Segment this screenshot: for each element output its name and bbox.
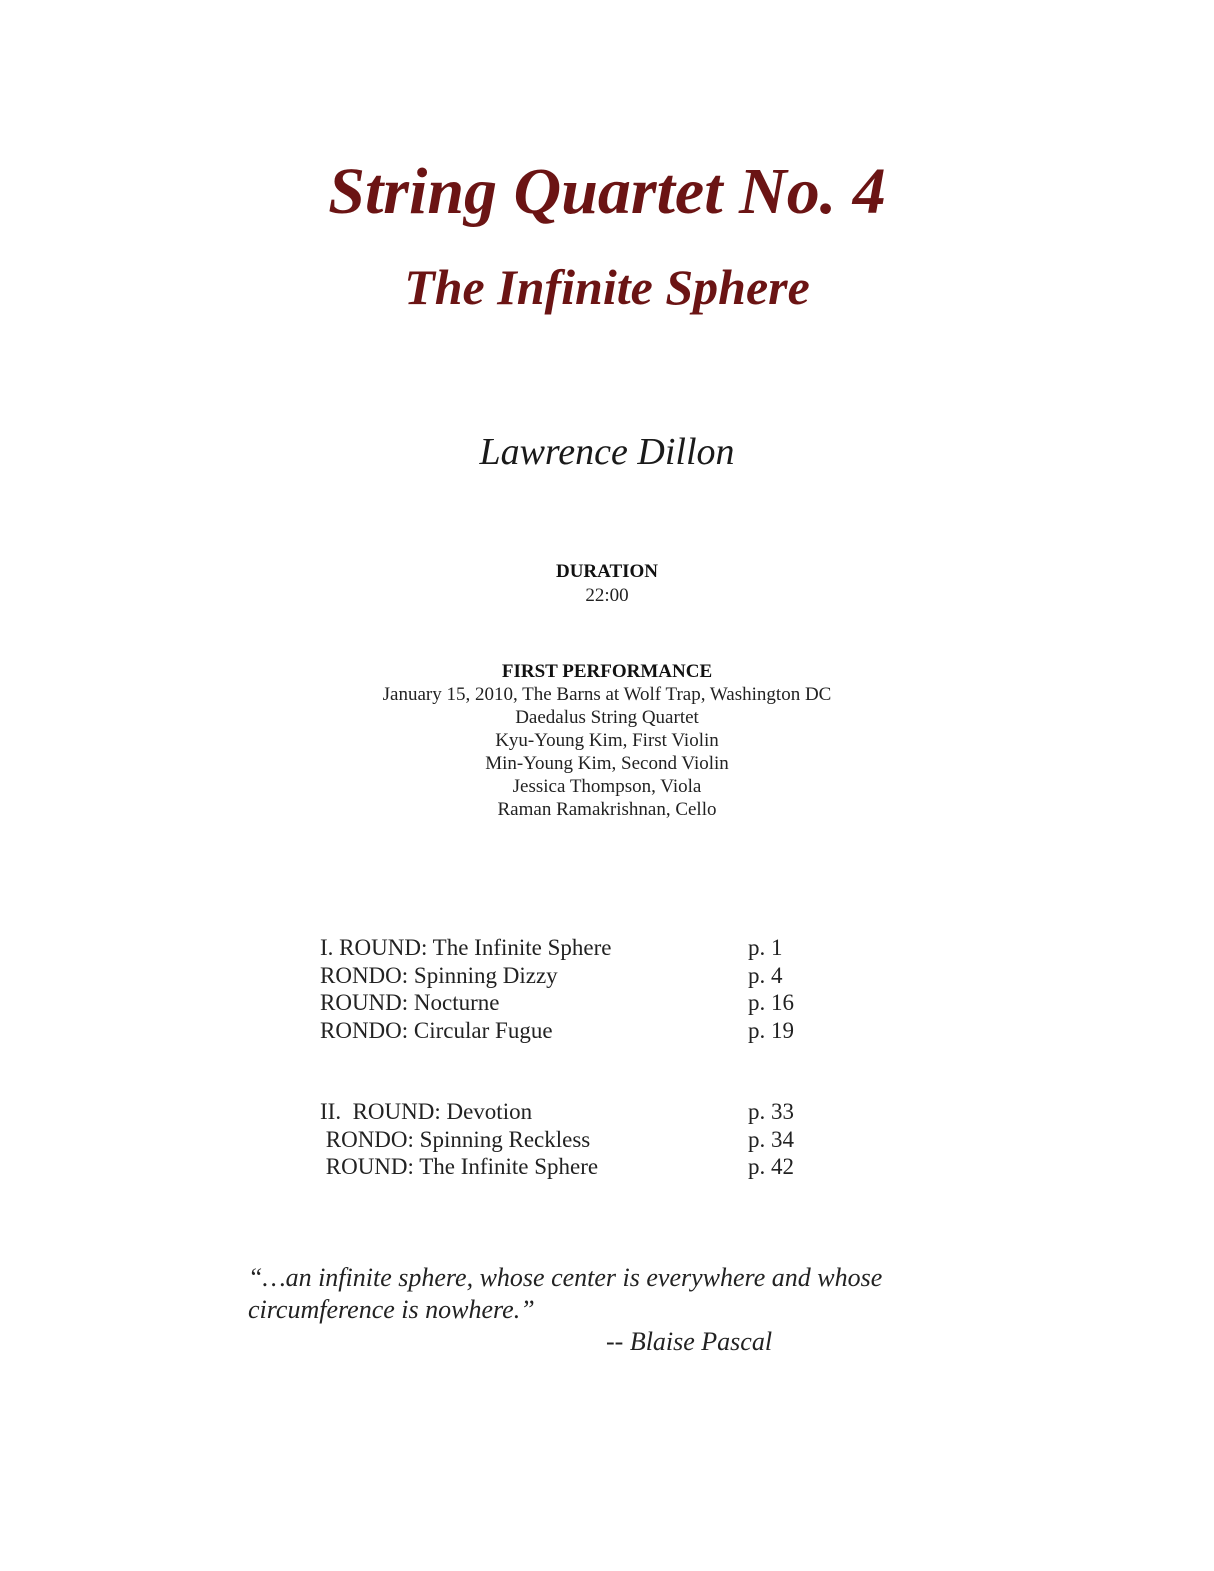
toc-entry [320, 1153, 840, 1181]
epigraph-quote [248, 1262, 968, 1326]
performer-first-violin: Kyu-Young Kim, First Violin [495, 730, 719, 751]
toc-entry-title: ROUND: The Infinite Sphere [320, 1154, 599, 1179]
performance-venue: January 15, 2010, The Barns at Wolf Trap, Washington DC [382, 684, 832, 705]
toc-entry-title: ROUND: Nocturne [320, 990, 500, 1015]
toc-entry-title: II. ROUND: Devotion [320, 1099, 533, 1124]
toc-entry-page: p. 34 [748, 1126, 794, 1152]
composer-name: Lawrence Dillon [479, 431, 735, 473]
first-performance-details [0, 683, 1214, 821]
first-performance-label: FIRST PERFORMANCE [501, 661, 713, 682]
toc-entry-title: RONDO: Spinning Dizzy [320, 962, 558, 988]
toc-entry [320, 1017, 840, 1045]
page-subtitle: The Infinite Sphere [404, 259, 810, 315]
contents-movement-1 [320, 934, 840, 1044]
performance-ensemble: Daedalus String Quartet [515, 707, 699, 728]
toc-entry-title: RONDO: Circular Fugue [320, 1017, 553, 1043]
toc-entry-page: p. 1 [748, 935, 783, 960]
toc-entry [320, 934, 840, 962]
contents-movement-2 [320, 1098, 840, 1181]
toc-entry-page: p. 16 [748, 990, 794, 1015]
toc-entry [320, 1098, 840, 1126]
performer-cello: Raman Ramakrishnan, Cello [497, 799, 717, 820]
epigraph-attribution: -- Blaise Pascal [606, 1327, 773, 1356]
epigraph-line: circumference is nowhere.” [248, 1295, 535, 1324]
toc-entry [320, 989, 840, 1017]
toc-entry-title: RONDO: Spinning Reckless [320, 1126, 591, 1152]
page-title: String Quartet No. 4 [328, 155, 886, 228]
toc-entry-title: I. ROUND: The Infinite Sphere [320, 935, 612, 960]
toc-entry-page: p. 33 [748, 1099, 794, 1124]
performer-viola: Jessica Thompson, Viola [512, 776, 702, 797]
epigraph-line: “…an infinite sphere, whose center is everywhere and whose [248, 1263, 883, 1292]
duration-label: DURATION [555, 561, 659, 582]
toc-entry-page: p. 42 [748, 1154, 794, 1179]
toc-entry [320, 1126, 840, 1154]
toc-entry-page: p. 4 [748, 962, 783, 988]
duration-value: 22:00 [585, 585, 629, 606]
toc-entry-page: p. 19 [748, 1017, 794, 1043]
toc-entry [320, 962, 840, 990]
performer-second-violin: Min-Young Kim, Second Violin [485, 753, 729, 774]
